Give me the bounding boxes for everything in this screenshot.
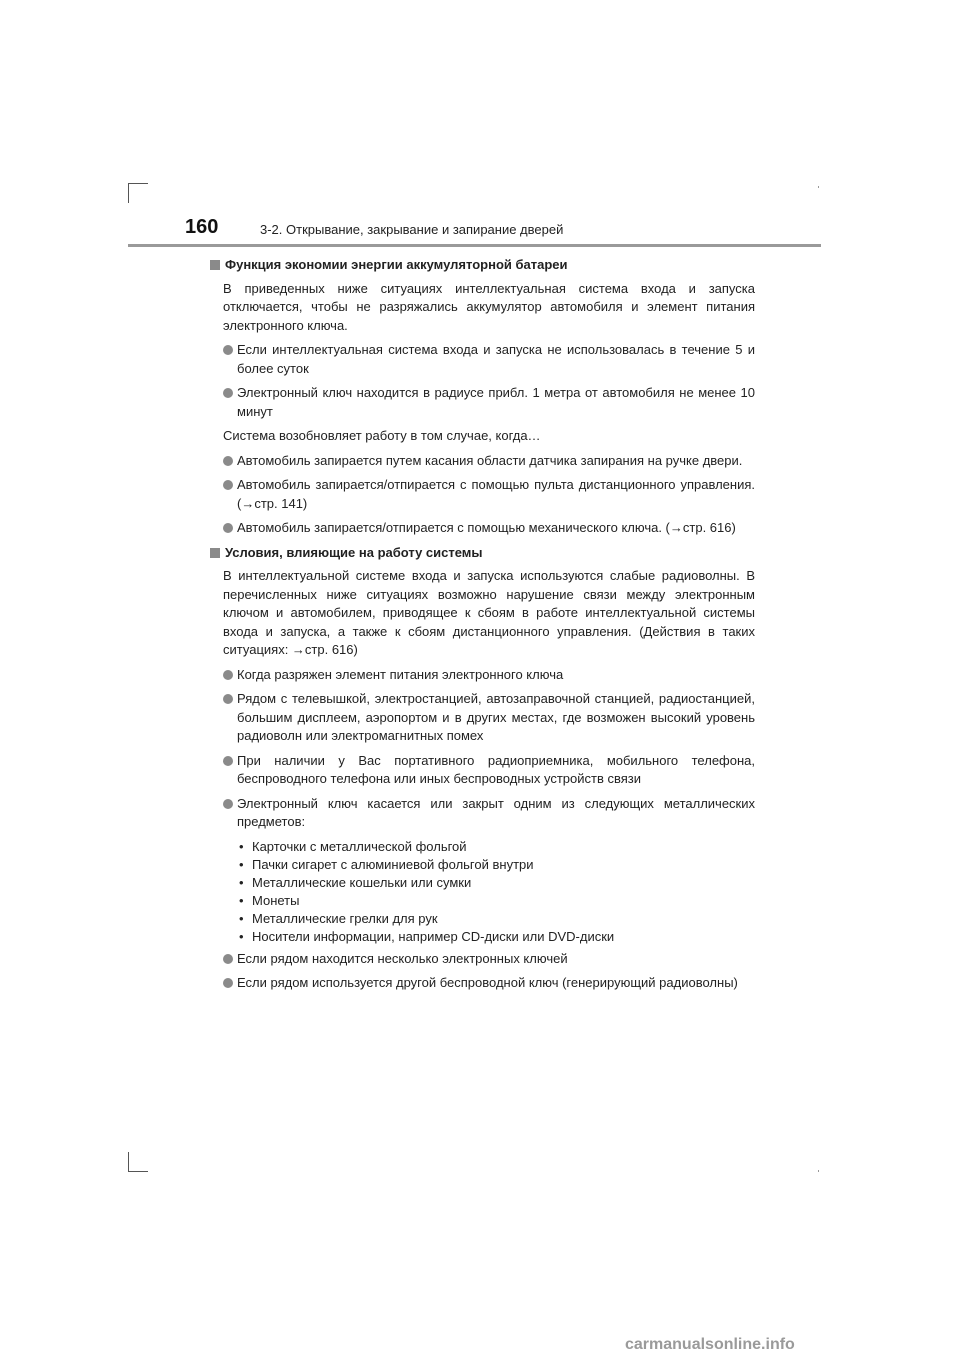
metal-objects-list (210, 838, 755, 946)
section-heading-text: Условия, влияющие на работу системы (225, 544, 483, 560)
section-intro: В приведенных ниже ситуациях интеллектуальная система входа и запуска отключается, чтобы не разряжались аккумулятор автомобиля и элемент питания электронного ключа. (223, 280, 755, 333)
section-intro: В интеллектуальной системе входа и запуска используются слабые радиоволны. В перечисленных ниже ситуациях возможно нарушение связи между электронным ключом и автомобилем, приводящее к сбоям в работе интеллектуальной системы входа и запуска, а также к сбоям дистанционного управления. (Действия в таких ситуациях: →стр. 616) (223, 568, 755, 657)
list-item (223, 384, 755, 421)
small-bullet-icon: • (239, 874, 244, 890)
list-item-text: Электронный ключ находится в радиусе прибл. 1 метра от автомобиля не менее 10 минут (237, 385, 755, 419)
small-bullet-icon: • (239, 910, 244, 926)
list-item-text: Автомобиль запирается/отпирается с помощью механического ключа. (→стр. 616) (237, 520, 736, 535)
sub-list-item-text: Пачки сигарет с алюминиевой фольгой внутри (252, 856, 534, 872)
sub-list-item (237, 928, 755, 946)
sub-list-item (237, 874, 755, 892)
page-number: 160 (185, 216, 219, 238)
resume-text: Система возобновляет работу в том случае, когда… (223, 428, 541, 443)
list-item (223, 974, 755, 993)
list-item (223, 341, 755, 378)
circle-bullet-icon (223, 670, 233, 680)
crop-mark-bottom-right (818, 1170, 819, 1172)
circle-bullet-icon (223, 345, 233, 355)
sub-list-item (237, 892, 755, 910)
list-item (223, 452, 755, 471)
sub-list-item (237, 910, 755, 928)
list-item-text: Если рядом находится несколько электронных ключей (237, 950, 568, 966)
crop-mark-top-left (128, 183, 129, 203)
section-heading (210, 544, 755, 563)
square-marker-icon (210, 260, 220, 270)
watermark-text: carmanualsonline.info (625, 1336, 795, 1353)
list-item (223, 690, 755, 746)
circle-bullet-icon (223, 954, 233, 964)
crop-mark-top-left (128, 183, 148, 184)
sub-list-item-text: Металлические грелки для рук (252, 910, 438, 926)
list-item (223, 795, 755, 832)
small-bullet-icon: • (239, 928, 244, 944)
crop-mark-bottom-left (128, 1171, 148, 1172)
header-rule (128, 244, 821, 247)
small-bullet-icon: • (239, 892, 244, 908)
list-item-text: Рядом с телевышкой, электростанцией, автозаправочной станцией, радиостанцией, большим дисплеем, аэропортом и в других местах, где возможен высокий уровень радиоволн или электромагнитных помех (237, 691, 755, 743)
circle-bullet-icon (223, 388, 233, 398)
section-heading (210, 256, 755, 275)
list-item (223, 476, 755, 513)
circle-bullet-icon (223, 694, 233, 704)
list-item-text: Электронный ключ касается или закрыт одним из следующих металлических предметов: (237, 795, 755, 829)
sub-list-item-text: Металлические кошельки или сумки (252, 874, 472, 890)
sub-list-item-text: Монеты (252, 892, 300, 908)
sub-list-item (237, 856, 755, 874)
list-item-text: Если рядом используется другой беспроводной ключ (генерирующий радиоволны) (237, 975, 738, 990)
sub-list-item-text: Носители информации, например CD-диски или DVD-диски (252, 928, 615, 944)
list-item-text: При наличии у Вас портативного радиоприемника, мобильного телефона, беспроводного телефона или иных беспроводных устройств связи (237, 752, 755, 786)
circle-bullet-icon (223, 523, 233, 533)
list-item-text: Автомобиль запирается/отпирается с помощью пульта дистанционного управления. (→стр. 141) (237, 477, 755, 511)
page-content (210, 256, 755, 999)
small-bullet-icon: • (239, 838, 244, 854)
list-item-text: Когда разряжен элемент питания электронного ключа (237, 666, 564, 682)
crop-mark-top-right (818, 186, 819, 188)
circle-bullet-icon (223, 799, 233, 809)
crop-mark-bottom-left (128, 1152, 129, 1172)
circle-bullet-icon (223, 756, 233, 766)
list-item (223, 519, 755, 538)
section-heading-text: Функция экономии энергии аккумуляторной батареи (225, 257, 568, 272)
list-item (223, 752, 755, 789)
circle-bullet-icon (223, 456, 233, 466)
sub-list-item (237, 838, 755, 856)
small-bullet-icon: • (239, 856, 244, 872)
sub-list-item-text: Карточки с металлической фольгой (252, 838, 467, 854)
circle-bullet-icon (223, 480, 233, 490)
list-item-text: Автомобиль запирается путем касания области датчика запирания на ручке двери. (237, 452, 743, 468)
circle-bullet-icon (223, 978, 233, 988)
list-item (223, 666, 755, 685)
list-item-text: Если интеллектуальная система входа и запуска не использовалась в течение 5 и более суток (237, 342, 755, 376)
square-marker-icon (210, 548, 220, 558)
running-header-title: 3-2. Открывание, закрывание и запирание дверей (260, 222, 564, 237)
list-item (223, 950, 755, 969)
